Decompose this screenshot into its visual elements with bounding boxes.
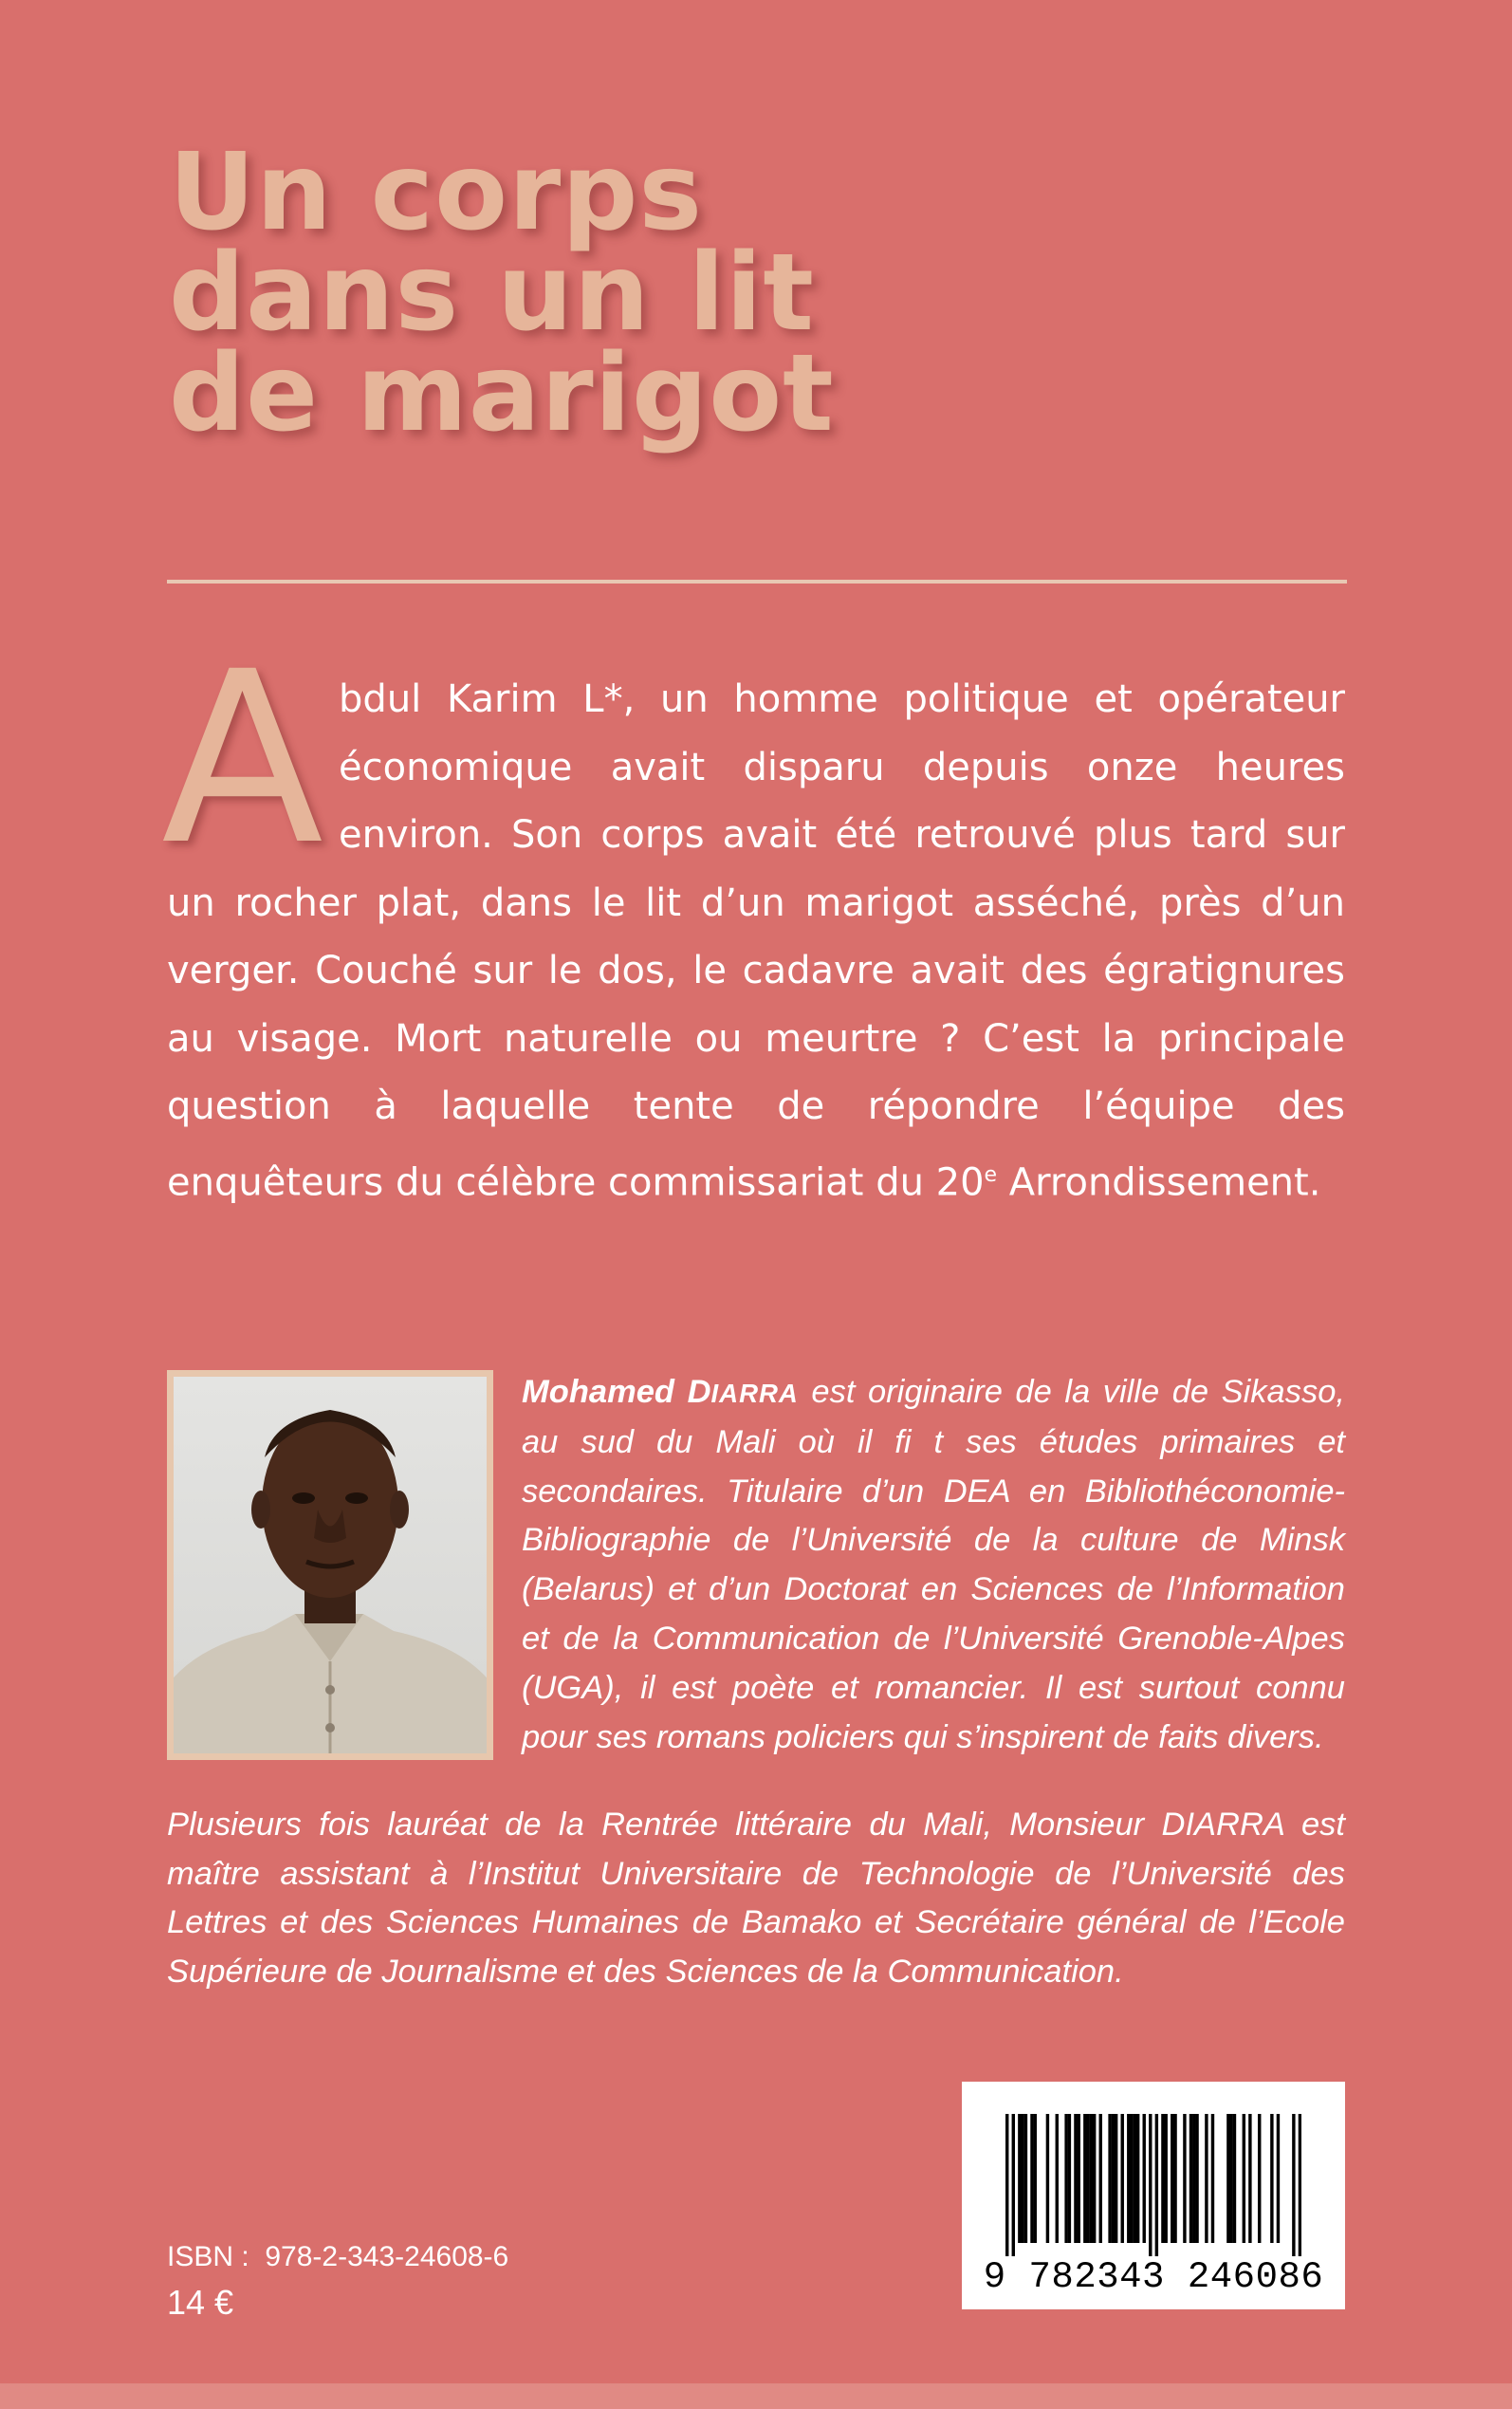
barcode-bar (1211, 2114, 1214, 2243)
barcode-bar (1012, 2114, 1015, 2256)
barcode-bar (1292, 2114, 1295, 2256)
barcode-bar (1161, 2114, 1164, 2243)
author-photo-frame (167, 1370, 493, 1760)
barcode-bar (1136, 2114, 1139, 2243)
barcode-bar (1183, 2114, 1186, 2243)
barcode-bar (1112, 2114, 1115, 2243)
barcode-bar (1034, 2114, 1037, 2243)
barcode-bar (1018, 2114, 1021, 2243)
book-title (169, 131, 1307, 455)
title-divider (167, 580, 1347, 584)
author-portrait-illustration (174, 1377, 487, 1753)
isbn-value: 978-2-343-24608-6 (265, 2241, 509, 2272)
barcode-bar (1046, 2114, 1049, 2243)
barcode-bar (1083, 2114, 1086, 2243)
barcode-bar (1243, 2114, 1245, 2243)
barcode-bar (1068, 2114, 1071, 2243)
barcode-bar (1005, 2114, 1008, 2256)
author-last-name-initial: D (687, 1374, 711, 1410)
price: 14 € (167, 2283, 234, 2322)
barcode-bar (1064, 2114, 1067, 2243)
barcode-digits: 9 782343 246086 (983, 2256, 1324, 2298)
barcode-bar (1173, 2114, 1176, 2243)
author-bio-continued: Plusieurs fois lauréat de la Rentrée littéraire du Mali, Monsieur DIARRA est maître assistant à l’Institut Universitaire de Technologie de l’Université des Lettres et des Sciences Humaines de Bamako et Secrétaire général de l’Ecole Supérieure de Journalisme et des Sciences de la Communication. (167, 1807, 1345, 1990)
title-line-2: dans un lit (169, 232, 815, 355)
barcode-bar (1093, 2114, 1096, 2243)
isbn-label: ISBN : (167, 2241, 249, 2272)
barcode-bar (1270, 2114, 1273, 2243)
synopsis-superscript: e (984, 1162, 998, 1187)
barcode-bar (1155, 2114, 1158, 2256)
barcode-bar (1099, 2114, 1102, 2243)
synopsis-text: bdul Karim L*, un homme politique et opérateur économique avait disparu depuis onze heures environ. Son corps avait été retrouvé plus tard sur un rocher plat, dans le lit d’un marigot asséché, près d’un verger. Couché sur le dos, le cadavre avait des égratignures au visage. Mort naturelle ou meurtre ? C’est la principale question à laquelle tente de répondre l’équipe des enquêteurs du célèbre commissariat du 20 (167, 677, 1345, 1204)
barcode-bar (1090, 2114, 1093, 2243)
barcode-bar (1299, 2114, 1301, 2256)
barcode-bars (1005, 2114, 1301, 2256)
barcode-bar (1233, 2114, 1236, 2243)
synopsis (161, 621, 1345, 1216)
barcode-bar (1248, 2114, 1251, 2243)
isbn (167, 2241, 508, 2273)
barcode-bar (1056, 2114, 1059, 2243)
author-last-name (688, 1374, 799, 1410)
barcode-bar (1130, 2114, 1133, 2243)
author-first-name: Mohamed (522, 1374, 675, 1410)
synopsis-text-end: Arrondissement. (997, 1159, 1321, 1204)
barcode-bar (1134, 2114, 1136, 2243)
author-bio (522, 1368, 1345, 1762)
barcode-bar (1277, 2114, 1280, 2243)
author-last-name-rest: IARRA (710, 1379, 799, 1408)
barcode-bar (1108, 2114, 1111, 2243)
barcode-bar (1086, 2114, 1089, 2243)
barcode-bar (1229, 2114, 1232, 2243)
barcode-bar (1021, 2114, 1023, 2243)
drop-cap: A (161, 621, 324, 897)
barcode-bar (1127, 2114, 1130, 2243)
barcode-bar (1195, 2114, 1198, 2243)
barcode-bar (1078, 2114, 1080, 2243)
title-line-1: Un corps (169, 131, 704, 254)
barcode-bar (1192, 2114, 1195, 2243)
barcode-bar (1258, 2114, 1261, 2243)
barcode-bar (1205, 2114, 1208, 2243)
barcode-bar (1171, 2114, 1173, 2243)
barcode-bar (1121, 2114, 1124, 2243)
barcode-bar (1024, 2114, 1027, 2243)
barcode-bar (1115, 2114, 1117, 2243)
author-bio-text: est originaire de la ville de Sikasso, au sud du Mali où il fi t ses études primaires et secondaires. Titulaire d’un DEA en Bibliothéconomie-Bibliographie de l’Université de la culture de Minsk (Belarus) et d’un Doctorat en Sciences de l’Information et de la Communication de l’Université Grenoble-Alpes (UGA), il est poète et romancier. Il est surtout connu pour ses romans policiers qui s’inspirent de faits divers. (522, 1374, 1345, 1755)
barcode-bar (1189, 2114, 1192, 2243)
barcode-bar (1149, 2114, 1152, 2256)
bottom-strip (0, 2383, 1512, 2409)
title-line-3: de marigot (169, 332, 835, 455)
barcode-bar (1226, 2114, 1229, 2243)
barcode-bar (1143, 2114, 1146, 2243)
barcode-bar (1030, 2114, 1033, 2243)
barcode-bar (1164, 2114, 1167, 2243)
author-photo (174, 1377, 487, 1753)
barcode-bar (1074, 2114, 1077, 2243)
barcode (962, 2082, 1345, 2309)
